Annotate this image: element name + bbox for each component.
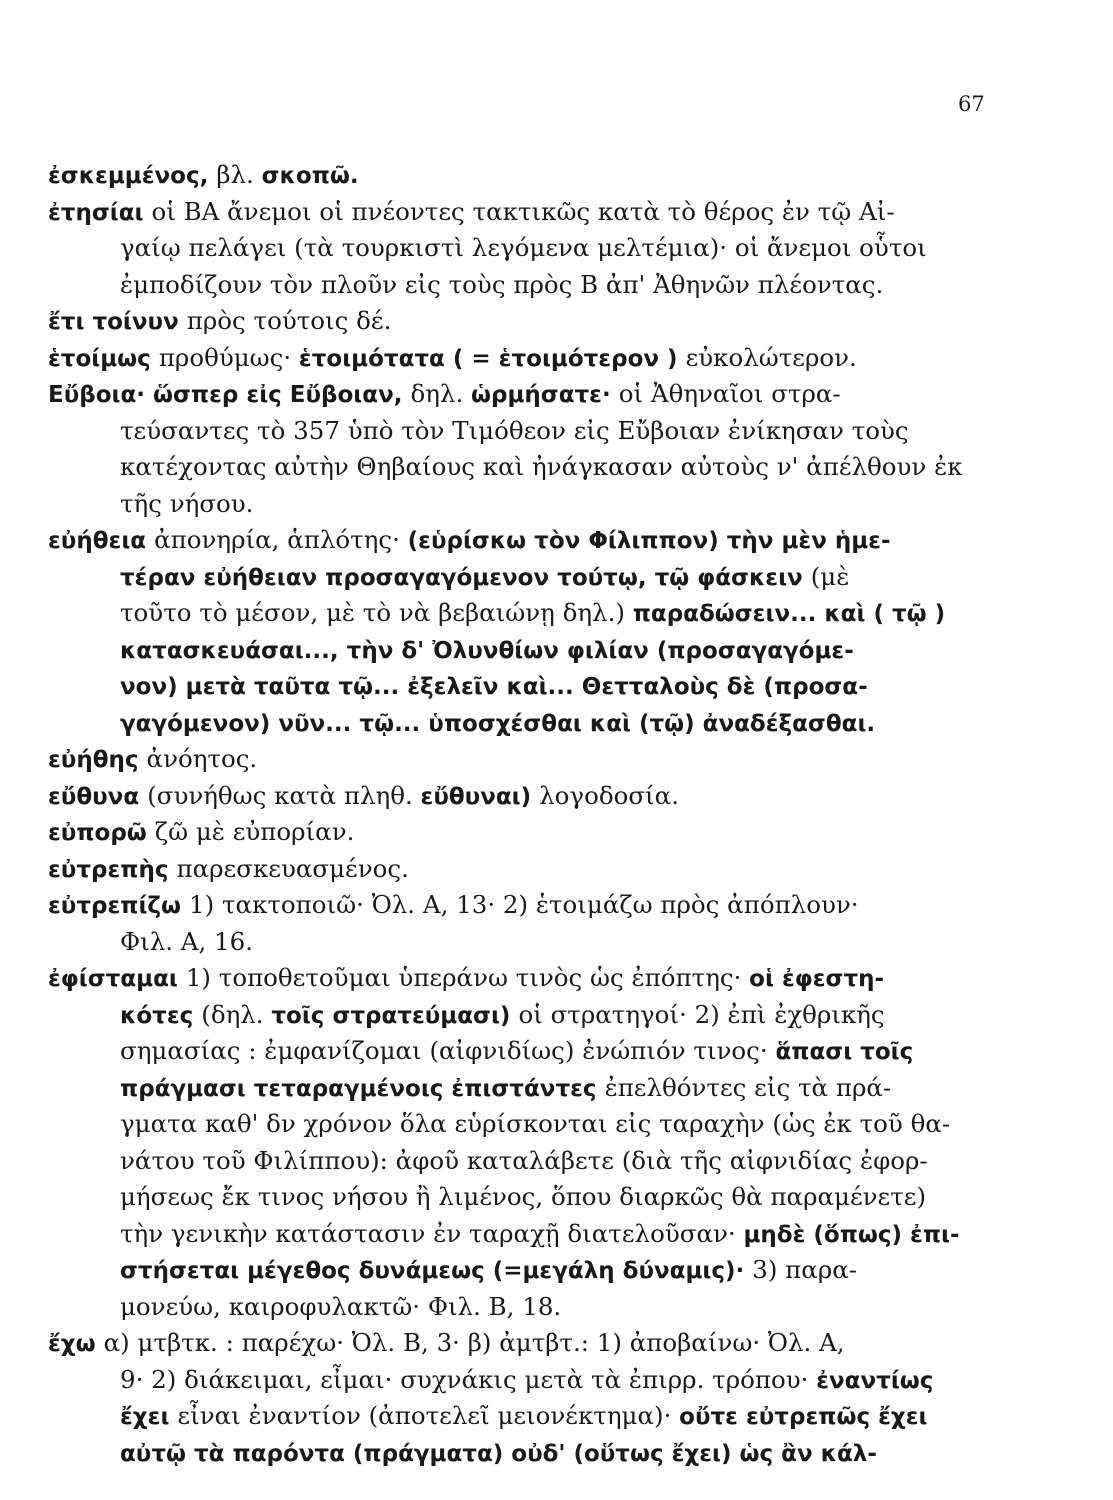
- entry-line: [48, 781, 679, 812]
- entry-line: [48, 160, 359, 191]
- entry-continuation-line: [120, 1438, 877, 1469]
- entry-line: [48, 525, 891, 556]
- headword-text: ἔχω: [48, 1331, 104, 1357]
- definition-text: (συνήθως κατὰ πληθ.: [147, 780, 421, 810]
- headword-text: Εὔβοια· ὥσπερ εἰς Εὔβοιαν,: [48, 382, 411, 408]
- entry-continuation-line: [120, 489, 253, 519]
- definition-text: ἐμποδίζουν τὸν πλοῦν εἰς τοὺς πρὸς Β ἀπ' Ἀθηνῶν πλέοντας.: [120, 269, 884, 299]
- headword-text: τοῖς στρατεύμασι): [271, 1002, 519, 1029]
- entry-line: [48, 963, 884, 994]
- definition-text: μονεύω, καιροφυλακτῶ· Φιλ. Β, 18.: [120, 1291, 562, 1321]
- entry-continuation-line: [120, 1255, 857, 1286]
- definition-text: 3) παρα-: [752, 1255, 858, 1284]
- definition-text: μήσεως ἔκ τινος νήσου ἢ λιμένος, ὅπου διαρκῶς θὰ παραμένετε): [120, 1182, 927, 1211]
- headword-text: εὐτρεπὴς: [48, 856, 177, 883]
- entry-continuation-line: [120, 927, 253, 957]
- definition-text: παρεσκευασμένος.: [176, 853, 409, 883]
- definition-text: γαίῳ πελάγει (τὰ τουρκιστὶ λεγόμενα μελτέμια)· οἱ ἄνεμοι οὗτοι: [120, 233, 927, 262]
- entry-line: [48, 306, 391, 337]
- entry-continuation-line: [120, 635, 854, 666]
- headword-text: ἅπασι τοῖς: [775, 1039, 914, 1065]
- definition-text: προθύμως·: [158, 342, 299, 372]
- headword-text: ἔτι τοίνυν: [48, 309, 187, 335]
- entry-continuation-line: [120, 1401, 927, 1432]
- entry-continuation-line: [120, 562, 849, 593]
- headword-text: εὐήθης: [48, 747, 147, 773]
- definition-text: ἐπελθόντες εἰς τὰ πρά-: [604, 1072, 892, 1102]
- definition-text: ἀπονηρία, ἁπλότης·: [154, 525, 408, 554]
- headword-text: ἑτοίμως: [48, 345, 159, 372]
- headword-text: ἐσκεμμένος,: [48, 163, 217, 189]
- definition-text: τὴν γενικὴν κατάστασιν ἐν ταραχῇ διατελοῦσαν·: [120, 1218, 744, 1248]
- definition-text: 1) τοποθετοῦμαι ὑπεράνω τινὸς ὡς ἐπόπτης·: [185, 963, 750, 992]
- headword-text: κατασκευάσαι..., τὴν δ' Ὀλυνθίων φιλίαν (προσαγαγόμε-: [120, 637, 854, 664]
- definition-text: λογοδοσία.: [539, 780, 679, 810]
- headword-text: εὐτρεπίζω: [48, 893, 190, 919]
- headword-text: μηδὲ (ὅπως) ἐπι-: [743, 1221, 960, 1248]
- headword-text: οὔτε εὐτρεπῶς ἔχει: [679, 1404, 928, 1430]
- entry-line: [48, 744, 257, 775]
- headword-text: εὐήθεια: [48, 528, 155, 554]
- definition-text: βλ.: [216, 160, 262, 189]
- entry-line: [48, 197, 895, 228]
- entry-continuation-line: [120, 1146, 928, 1176]
- definition-text: γματα καθ' δν χρόνον ὅλα εὑρίσκονται εἰς ταραχὴν (ὡς ἐκ τοῦ θα-: [120, 1109, 951, 1138]
- entry-line: [48, 343, 857, 374]
- entry-continuation-line: [120, 1036, 913, 1067]
- entry-continuation-line: [120, 1109, 950, 1139]
- entry-line: [48, 379, 841, 410]
- definition-text: εἶναι ἐναντίον (ἀποτελεῖ μειονέκτημα)·: [177, 1401, 680, 1430]
- definition-text: τῆς νήσου.: [120, 488, 254, 518]
- entry-continuation-line: [120, 452, 963, 482]
- entry-line: [48, 854, 409, 885]
- definition-text: εὐκολώτερον.: [685, 342, 857, 372]
- headword-text: ἐτησίαι: [48, 199, 152, 226]
- headword-text: παραδώσειν... καὶ ( τῷ ): [632, 601, 946, 627]
- entry-continuation-line: [120, 1000, 885, 1031]
- headword-text: εὔθυναι): [420, 783, 540, 810]
- entry-continuation-line: [120, 708, 875, 739]
- headword-text: πράγμασι τεταραγμένοις ἐπιστάντες: [120, 1075, 605, 1102]
- headword-text: νον) μετὰ ταῦτα τῷ... ἐξελεῖν καὶ... Θετταλοὺς δὲ (προσα-: [120, 674, 868, 700]
- entry-continuation-line: [120, 270, 883, 300]
- headword-text: σκοπῶ.: [261, 163, 359, 189]
- headword-text: κότες: [120, 1002, 202, 1029]
- entry-continuation-line: [120, 671, 868, 702]
- entry-continuation-line: [120, 1073, 891, 1104]
- headword-text: στήσεται μέγεθος δυνάμεως (=μεγάλη δύναμις)·: [120, 1258, 753, 1284]
- entry-line: [48, 817, 354, 848]
- definition-text: Φιλ. Α, 16.: [120, 926, 254, 956]
- headword-text: ἑτοιμότατα ( = ἑτοιμότερον ): [298, 345, 686, 372]
- definition-text: οἱ στρατηγοί· 2) ἐπὶ ἐχθρικῆς: [518, 999, 885, 1029]
- page-number: 67: [958, 92, 985, 116]
- definition-text: τεύσαντες τὸ 357 ὑπὸ τὸν Τιμόθεον εἰς Εὔβοιαν ἐνίκησαν τοὺς: [120, 415, 909, 445]
- headword-text: εὔθυνα: [48, 783, 148, 810]
- definition-text: οἱ ΒΑ ἄνεμοι οἱ πνέοντες τακτικῶς κατὰ τὸ θέρος ἐν τῷ Αἰ-: [151, 196, 895, 226]
- definition-text: τοῦτο τὸ μέσον, μὲ τὸ νὰ βεβαιώνῃ δηλ.): [120, 598, 633, 627]
- definition-text: κατέχοντας αὐτὴν Θηβαίους καὶ ἠνάγκασαν αὐτοὺς ν' ἀπέλθουν ἐκ: [120, 452, 963, 481]
- headword-text: εὐπορῶ: [48, 820, 155, 846]
- entry-continuation-line: [120, 598, 945, 629]
- headword-text: γαγόμενον) νῦν... τῷ... ὑποσχέσθαι καὶ (τῷ) ἀναδέξασθαι.: [120, 710, 876, 737]
- definition-text: 1) τακτοποιῶ· Ὀλ. Α, 13· 2) ἑτοιμάζω πρὸς ἀπόπλουν·: [189, 890, 859, 919]
- headword-text: αὐτῷ τὰ παρόντα (πράγματα) οὐδ' (οὕτως ἔχει) ὡς ἂν κάλ-: [120, 1440, 877, 1467]
- entry-continuation-line: [120, 1182, 926, 1212]
- entry-continuation-line: [120, 416, 909, 446]
- headword-text: ὡρμήσατε·: [471, 382, 619, 408]
- entry-continuation-line: [120, 1219, 960, 1250]
- entry-line: [48, 890, 859, 921]
- definition-text: ζῶ μὲ εὐπορίαν.: [154, 817, 355, 846]
- headword-text: (εὑρίσκω τὸν Φίλιππον) τὴν μὲν ἡμε-: [407, 528, 891, 554]
- definition-text: δηλ.: [410, 379, 472, 408]
- entry-line: [48, 1328, 845, 1359]
- headword-text: οἱ ἐφεστη-: [749, 966, 885, 992]
- definition-text: 9· 2) διάκειμαι, εἶμαι· συχνάκις μετὰ τὰ ἐπιρρ. τρόπου·: [120, 1364, 817, 1394]
- entry-continuation-line: [120, 1365, 933, 1396]
- definition-text: ἀνόητος.: [146, 744, 258, 773]
- definition-text: σημασίας : ἐμφανίζομαι (αἰφνιδίως) ἐνώπιόν τινος·: [120, 1036, 776, 1065]
- entry-continuation-line: [120, 1292, 561, 1322]
- entry-continuation-line: [120, 233, 927, 263]
- headword-text: τέραν εὐήθειαν προσαγαγόμενον τούτῳ, τῷ φάσκειν: [120, 564, 811, 591]
- headword-text: ἔχει: [120, 1404, 178, 1430]
- headword-text: ἐφίσταμαι: [48, 966, 186, 992]
- definition-text: πρὸς τούτοις δέ.: [186, 306, 392, 335]
- definition-text: (μὲ: [810, 561, 850, 591]
- headword-text: ἐναντίως: [816, 1367, 934, 1394]
- definition-text: α) μτβτκ. : παρέχω· Ὀλ. Β, 3· β) ἀμτβτ.: 1) ἀποβαίνω· Ὀλ. Α,: [103, 1328, 845, 1357]
- definition-text: νάτου τοῦ Φιλίππου): ἀφοῦ καταλάβετε (διὰ τῆς αἰφνιδίας ἐφορ-: [120, 1145, 928, 1175]
- definition-text: (δηλ.: [201, 999, 272, 1029]
- definition-text: οἱ Ἀθηναῖοι στρα-: [618, 379, 841, 408]
